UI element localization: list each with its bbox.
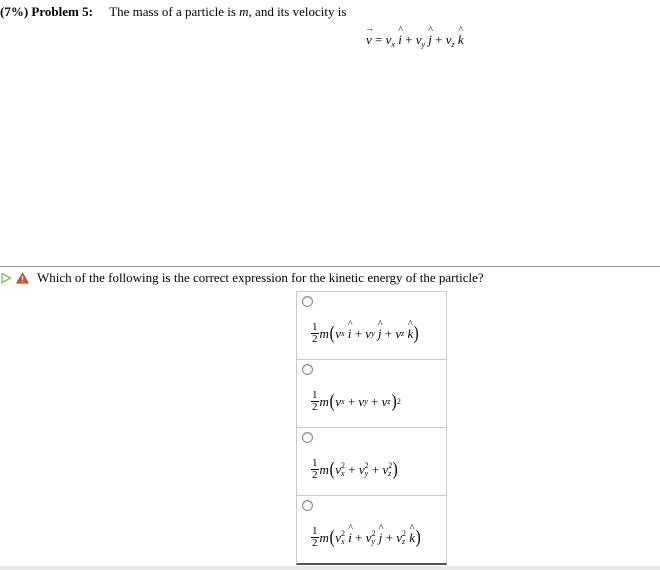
- option-2-formula: $\frac{1}{2}$ m ( v x + v y + v z ) 2: [312, 389, 401, 413]
- mass-symbol: m: [319, 461, 329, 477]
- option-1[interactable]: [297, 292, 446, 359]
- left-paren: (: [329, 391, 335, 412]
- one-half-fraction: $\frac{1}{2}$: [312, 321, 318, 345]
- option-3[interactable]: [297, 427, 446, 495]
- equals-sign: =: [375, 32, 383, 47]
- right-paren: ): [391, 391, 397, 412]
- option-3-formula: $\frac{1}{2}$ m ( v 2 x + v 2 y + v 2 z ): [312, 457, 398, 481]
- j-hat: ^ j: [378, 326, 382, 342]
- option-4-radio[interactable]: [302, 500, 313, 511]
- k-hat: ^ k: [458, 32, 464, 48]
- vy-symbol: v: [415, 32, 422, 47]
- problem-text-before: The mass of a particle is: [109, 4, 236, 19]
- mass-symbol: m: [319, 529, 329, 545]
- one-half-fraction: $\frac{1}{2}$: [312, 389, 318, 413]
- option-3-radio[interactable]: [302, 432, 313, 443]
- k-hat: ^ k: [408, 326, 414, 342]
- bottom-scroll-edge: [0, 566, 660, 570]
- left-paren: (: [329, 527, 335, 548]
- answer-options: [296, 291, 447, 565]
- problem-header: [0, 4, 346, 20]
- left-paren: (: [329, 459, 335, 480]
- section-divider: [0, 266, 660, 267]
- right-paren: ): [392, 459, 398, 480]
- velocity-vector-symbol: → v: [366, 32, 372, 48]
- option-1-radio[interactable]: [302, 296, 313, 307]
- plus-sign: +: [405, 32, 413, 47]
- question-row: [0, 270, 484, 286]
- vx-symbol: v: [385, 32, 392, 47]
- vz-symbol: v: [445, 32, 452, 47]
- warning-icon: [16, 272, 29, 284]
- problem-weight: (7%): [0, 4, 29, 19]
- vy-subscript: y: [421, 40, 426, 49]
- left-paren: (: [329, 323, 335, 344]
- i-hat: ^ i: [348, 326, 352, 342]
- option-4[interactable]: [297, 495, 446, 563]
- one-half-fraction: $\frac{1}{2}$: [312, 525, 318, 549]
- square-exponent: 2: [396, 397, 401, 406]
- j-hat: ^ j: [428, 32, 432, 48]
- question-text: Which of the following is the correct expression for the kinetic energy of the particle?: [37, 270, 484, 285]
- i-hat: ^ i: [348, 530, 352, 546]
- velocity-equation: [366, 32, 464, 49]
- vz-subscript: z: [451, 40, 455, 49]
- plus-sign: +: [435, 32, 443, 47]
- expand-arrow-icon[interactable]: [0, 272, 12, 284]
- i-hat: ^ i: [398, 32, 402, 48]
- problem-text-after: , and its velocity is: [248, 4, 347, 19]
- k-hat: ^ k: [409, 530, 415, 546]
- option-4-formula: $\frac{1}{2}$ m ( v 2 x ^ i + v 2 y ^ j + v 2 z ^ k ): [311, 526, 421, 549]
- j-hat: ^ j: [379, 530, 383, 546]
- mass-symbol: m: [319, 393, 329, 409]
- option-1-formula: $\frac{1}{2}$ m ( v x ^ i + v y ^ j + v z ^ k ): [311, 322, 420, 345]
- problem-label: Problem 5:: [31, 4, 93, 19]
- mass-symbol: m: [319, 325, 329, 341]
- mass-symbol: m: [239, 4, 249, 19]
- option-2[interactable]: [297, 359, 446, 427]
- option-2-radio[interactable]: [302, 364, 313, 375]
- right-paren: ): [413, 323, 419, 344]
- one-half-fraction: $\frac{1}{2}$: [312, 457, 318, 481]
- right-paren: ): [415, 527, 421, 548]
- vx-subscript: x: [391, 40, 395, 49]
